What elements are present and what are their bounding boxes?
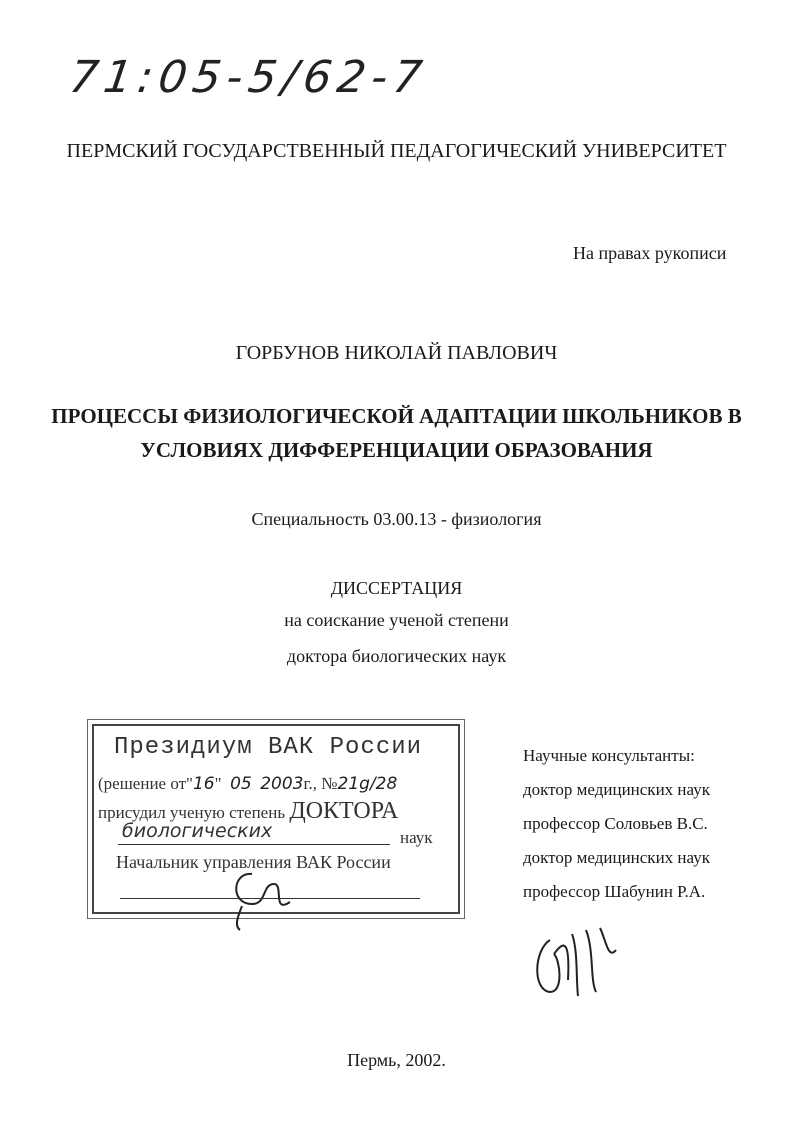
author-name: ГОРБУНОВ НИКОЛАЙ ПАВЛОВИЧ (235, 342, 558, 364)
stamp-decision-number: 21g/28 (337, 774, 398, 794)
degree-line-2: доктора биологических наук (286, 646, 507, 666)
stamp-year-suffix: г., № (303, 774, 338, 793)
vak-stamp (92, 724, 460, 914)
stamp-field-handwritten: биологических (122, 820, 273, 842)
stamp-signature-line (120, 898, 420, 899)
university-name: ПЕРМСКИЙ ГОСУДАРСТВЕННЫЙ ПЕДАГОГИЧЕСКИЙ УНИВЕРСИТЕТ (66, 140, 727, 162)
consultant-2-degree: доктор медицинских наук (523, 848, 710, 867)
stamp-awarded-text: присудил ученую степень (98, 803, 286, 822)
title-line-2: УСЛОВИЯХ ДИФФЕРЕНЦИАЦИИ ОБРАЗОВАНИЯ (140, 438, 653, 462)
stamp-decision-line (98, 774, 397, 794)
consultant-1-name: профессор Соловьев В.С. (523, 814, 708, 833)
author-signature-icon (520, 920, 640, 1010)
stamp-date-month: 05 (230, 774, 252, 794)
title-line-1: ПРОЦЕССЫ ФИЗИОЛОГИЧЕСКОЙ АДАПТАЦИИ ШКОЛЬНИКОВ В (51, 404, 742, 428)
degree-line-1: на соискание ученой степени (284, 610, 509, 630)
stamp-sciences-word: наук (400, 828, 433, 847)
document-type: ДИССЕРТАЦИЯ (330, 578, 463, 598)
stamp-degree: ДОКТОРА (289, 798, 399, 824)
city-year: Пермь, 2002. (347, 1050, 446, 1070)
consultants-heading: Научные консультанты: (523, 746, 695, 765)
archive-number: 71:05-5/62-7 (66, 52, 431, 103)
specialty: Специальность 03.00.13 - физиология (251, 509, 542, 529)
stamp-signature-icon (212, 844, 312, 934)
consultant-1-degree: доктор медицинских наук (523, 780, 710, 799)
stamp-header: Президиум ВАК России (114, 734, 423, 761)
stamp-head-of-office: Начальник управления ВАК России (116, 852, 391, 872)
stamp-date-year: 2003 (260, 774, 304, 794)
stamp-decision-prefix: (решение от" (98, 774, 193, 793)
consultant-2-name: профессор Шабунин Р.А. (523, 882, 706, 901)
stamp-date-sep: " (214, 774, 222, 793)
stamp-date-day: 16 (192, 774, 215, 794)
rights-notice: На правах рукописи (573, 243, 727, 263)
